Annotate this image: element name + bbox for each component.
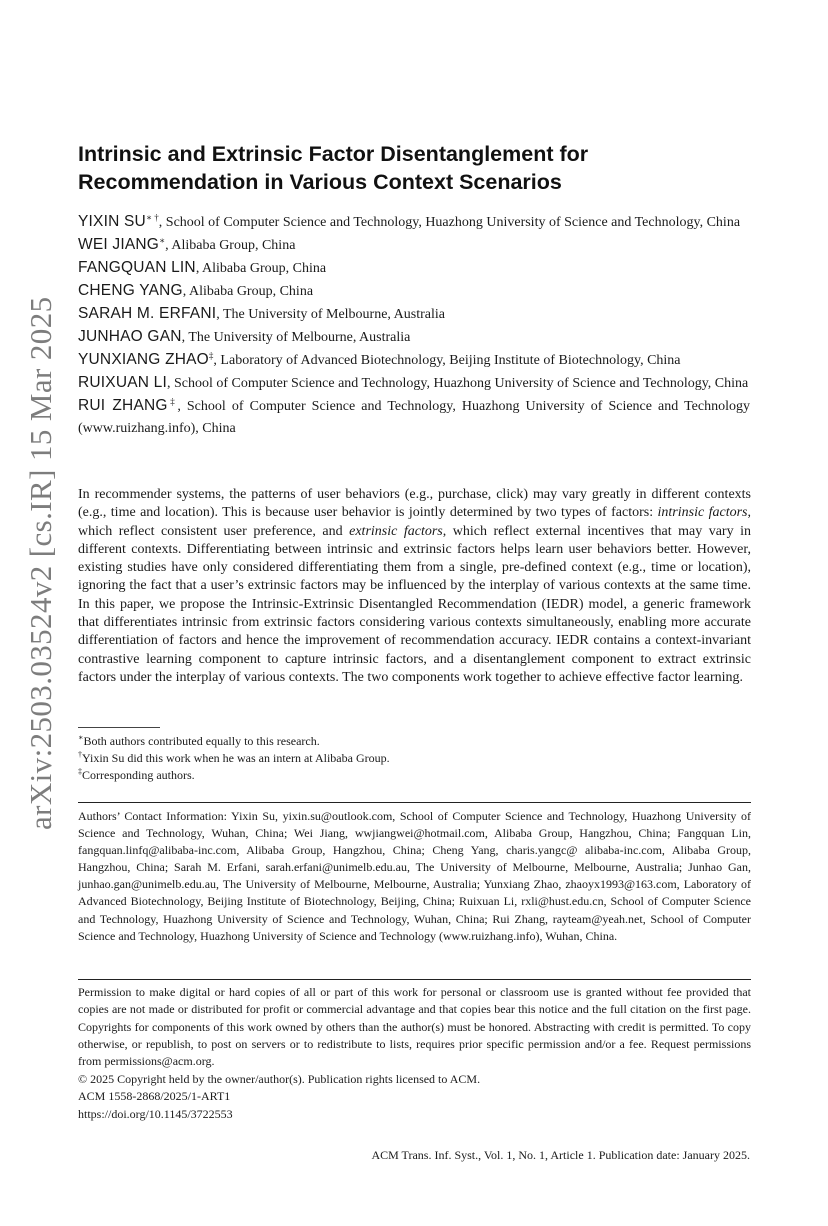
author-name: RUI ZHANG (78, 397, 168, 414)
footnote-list (78, 733, 750, 784)
abstract-paragraph (78, 486, 751, 687)
author-entry (78, 395, 750, 440)
author-footnote-mark: ‡ (208, 350, 214, 361)
author-affiliation: , The University of Melbourne, Australia (216, 307, 445, 322)
abstract-text-2: , which reflect consistent user preference, and (78, 505, 751, 539)
author-entry (78, 280, 750, 303)
author-name: YUNXIANG ZHAO (78, 351, 209, 368)
author-name: WEI JIANG (78, 236, 160, 253)
author-entry (78, 326, 750, 349)
author-name: YIXIN SU (78, 213, 146, 230)
footnote-mark: † (78, 750, 82, 759)
author-name: CHENG YANG (78, 282, 183, 299)
footnote-mark: ‡ (78, 767, 82, 776)
paper-title-line-1: Intrinsic and Extrinsic Factor Disentanglement for (78, 142, 589, 166)
author-affiliation: , School of Computer Science and Technology, Huazhong University of Science and Technology (www.ruizhang.info), China (78, 399, 750, 436)
author-entry (78, 349, 750, 372)
footnote-text: Corresponding authors. (82, 768, 195, 782)
author-name: SARAH M. ERFANI (78, 305, 217, 322)
author-entry (78, 211, 750, 234)
abstract-text-3: , which reflect external incentives that may vary in different contexts. Differentiating between intrinsic and extrinsic factors helps learn user behaviors better. However, existing studies have only considered differentiating them from a single, pre-defined context (e.g., time or location), ignoring the fact that a user’s extrinsic factors may be influenced by the interplay of various contexts at the same time. In this paper, we propose the Intrinsic-Extrinsic Disentangled Recommendation (IEDR) model, a generic framework that differentiates intrinsic from extrinsic factors considering various contexts simultaneously, enabling more accurate differentiation of factors and hence the improvement of recommendation accuracy. IEDR contains a context-invariant contrastive learning component to capture intrinsic factors, and a disentanglement component to extract extrinsic factors under the interplay of various contexts. The two components work together to achieve effective factor learning. (78, 523, 751, 685)
author-list (78, 211, 750, 440)
publication-info (78, 1071, 751, 1123)
author-name: FANGQUAN LIN (78, 259, 196, 276)
paper-title-line-2: Recommendation in Various Context Scenarios (78, 170, 562, 194)
author-affiliation: , Alibaba Group, China (165, 238, 296, 253)
copyright-line: © 2025 Copyright held by the owner/author(s). Publication rights licensed to ACM. (78, 1072, 481, 1086)
author-footnote-mark: ∗ (159, 235, 166, 246)
author-affiliation: , Alibaba Group, China (182, 284, 314, 299)
footnote-item (78, 750, 750, 767)
footnote-item (78, 767, 750, 784)
abstract-term-intrinsic: intrinsic factors (657, 505, 748, 521)
author-entry (78, 303, 750, 326)
author-affiliation: , Laboratory of Advanced Biotechnology, Beijing Institute of Biotechnology, China (213, 353, 681, 368)
permission-divider (78, 979, 751, 980)
author-entry (78, 234, 750, 257)
author-footnote-mark: ‡ (167, 396, 178, 407)
permission-notice: Permission to make digital or hard copies of all or part of this work for personal or classroom use is granted without fee provided that copies are not made or distributed for profit or commercial advantage and that copies bear this notice and the full citation on the first page. Copyrights for components of this work owned by others than the author(s) must be honored. Abstracting with credit is permitted. To copy otherwise, or republish, to post on servers or to redistribute to lists, requires prior specific permission and/or a fee. Request permissions from permissions@acm.org. (78, 985, 751, 1069)
contact-divider (78, 802, 751, 803)
abstract-text-1: In recommender systems, the patterns of user behaviors (e.g., purchase, click) may vary greatly in different contexts (e.g., time and location). This is because user behavior is jointly determined by two types of factors: (78, 487, 751, 521)
arxiv-identifier-stamp: arXiv:2503.03524v2 [cs.IR] 15 Mar 2025 (23, 296, 58, 830)
author-name: JUNHAO GAN (78, 328, 182, 345)
footnote-text: Yixin Su did this work when he was an intern at Alibaba Group. (82, 751, 390, 765)
author-entry (78, 372, 750, 395)
footnote-text: Both authors contributed equally to this research. (83, 734, 320, 748)
footnote-mark: ∗ (78, 733, 84, 742)
footnote-item (78, 733, 750, 750)
running-footer: ACM Trans. Inf. Syst., Vol. 1, No. 1, Article 1. Publication date: January 2025. (371, 1148, 750, 1162)
doi-link[interactable]: https://doi.org/10.1145/3722553 (78, 1106, 233, 1121)
abstract-term-extrinsic: extrinsic factors (349, 523, 443, 539)
author-entry (78, 257, 750, 280)
author-name: RUIXUAN LI (78, 374, 167, 391)
author-affiliation: , The University of Melbourne, Australia (181, 330, 411, 345)
paper-title (78, 140, 758, 196)
issn-line: ACM 1558-2868/2025/1-ART1 (78, 1089, 231, 1104)
author-footnote-mark: ∗ † (145, 212, 159, 223)
author-affiliation: , School of Computer Science and Technology, Huazhong University of Science and Technology, China (167, 376, 749, 391)
author-affiliation: , Alibaba Group, China (195, 261, 327, 276)
author-affiliation: , School of Computer Science and Technology, Huazhong University of Science and Technology, China (158, 215, 741, 230)
authors-contact-information: Authors’ Contact Information: Yixin Su, yixin.su@outlook.com, School of Computer Science and Technology, Huazhong University of Science and Technology, Wuhan, China; Wei Jiang, wwjiangwei@hotmail.com, Alibaba Group, Hangzhou, China; Fangquan Lin, fangquan.linfq@alibaba-inc.com, Alibaba Group, Hangzhou, China; Cheng Yang, charis.yangc@ alibaba-inc.com, Alibaba Group, Hangzhou, China; Sarah M. Erfani, sarah.erfani@unimelb.edu.au, The University of Melbourne, Melbourne, Australia; Junhao Gan, junhao.gan@unimelb.edu.au, The University of Melbourne, Melbourne, Australia; Yunxiang Zhao, zhaoyx1993@163.com, Laboratory of Advanced Biotechnology, Beijing Institute of Biotechnology, Beijing, China; Ruixuan Li, rxli@hust.edu.cn, School of Computer Science and Technology, Huazhong University of Science and Technology, Wuhan, China; Rui Zhang, rayteam@yeah.net, School of Computer Science and Technology, Huazhong University of Science and Technology (www.ruizhang.info), Wuhan, China. (78, 809, 751, 943)
footnote-divider (78, 727, 160, 728)
